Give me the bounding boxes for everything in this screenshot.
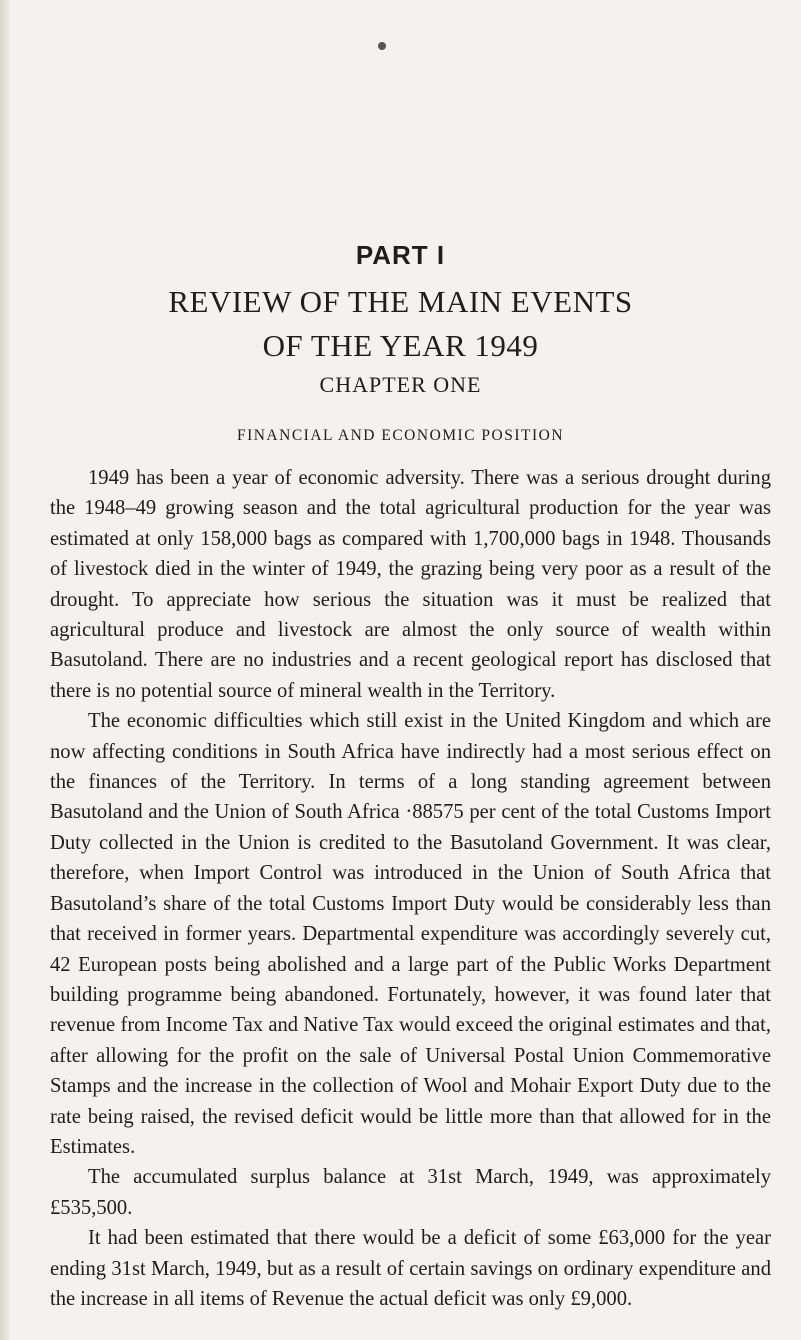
paragraph-3: The accumulated surplus balance at 31st March, 1949, was approximately £535,500. (50, 1166, 771, 1219)
chapter-heading: CHAPTER ONE (319, 372, 482, 397)
main-title (0, 280, 801, 368)
paragraph-2: The economic difficulties which still exist in the United Kingdom and which are now affecting conditions in South Africa have indirectly had a most serious effect on the finances of the Territory. In terms of a long standing agreement between Basutoland and the Union of South Africa ·88575 per cent of the total Customs Import Duty collected in the Union is credited to the Basutoland Government. It was clear, therefore, when Import Control was introduced in the Union of South Africa that Basutoland’s share of the total Customs Import Duty would be considerably less than that received in former years. Departmental expenditure was accordingly severely cut, 42 European posts being abolished and a large part of the Public Works Department building programme being abandoned. Fortunately, however, it was found later that revenue from Income Tax and Native Tax would exceed the original estimates and that, after allowing for the profit on the sale of Universal Postal Union Commemorative Stamps and the increase in the collection of Wool and Mohair Export Duty due to the rate being raised, the revised deficit would be little more than that allowed for in the Estimates. (50, 710, 771, 1158)
paragraph-1: 1949 has been a year of economic adversity. There was a serious drought during the 1948–49 growing season and the total agricultural production for the year was estimated at only 158,000 bags as compared with 1,700,000 bags in 1948. Thousands of livestock died in the winter of 1949, the grazing being very poor as a result of the drought. To appreciate how serious the situation was it must be realized that agricultural produce and livestock are almost the only source of wealth within Basutoland. There are no industries and a recent geological report has disclosed that there is no potential source of mineral wealth in the Territory. (50, 467, 771, 702)
section-heading: FINANCIAL AND ECONOMIC POSITION (236, 427, 565, 444)
ink-dot-mark (378, 42, 386, 50)
body-text (50, 463, 771, 1314)
page-edge-shadow (0, 0, 10, 1340)
main-title-line-1: REVIEW OF THE MAIN EVENTS (168, 284, 633, 319)
main-title-line-2: OF THE YEAR 1949 (262, 328, 539, 363)
part-heading: PART I (355, 240, 446, 270)
paragraph-4: It had been estimated that there would be a deficit of some £63,000 for the year ending 31st March, 1949, but as a result of certain savings on ordinary expenditure and the increase in all items of Revenue the actual deficit was only £9,000. (50, 1227, 771, 1310)
